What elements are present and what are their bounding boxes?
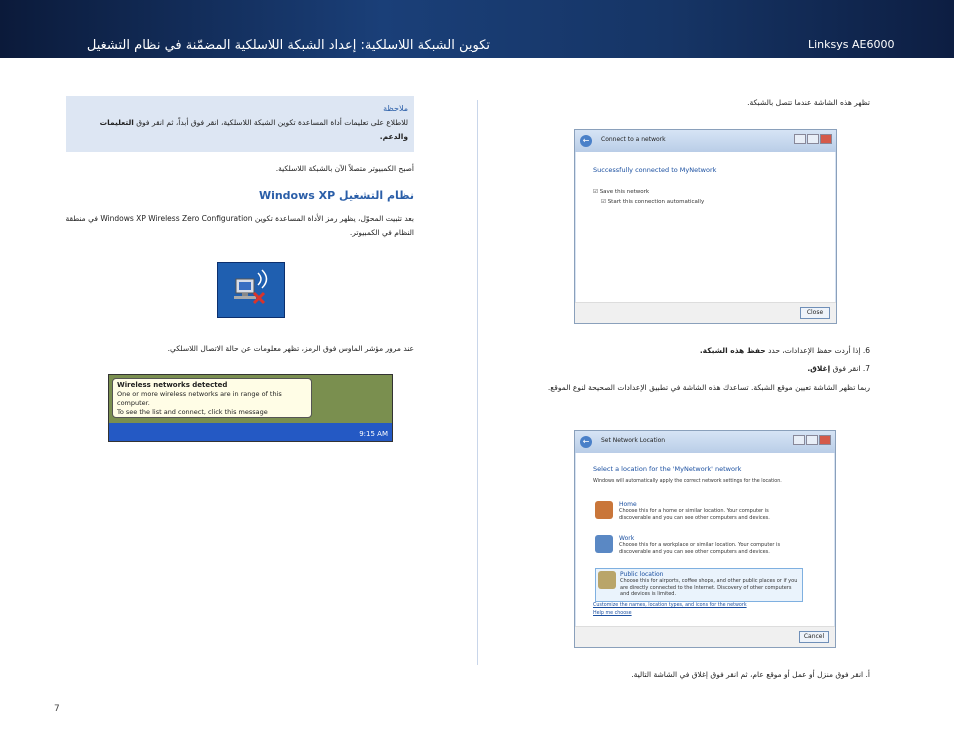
minimize-icon[interactable] <box>793 435 805 445</box>
hover-text: عند مرور مؤشر الماوس فوق الرمز، تظهر معلومات عن حالة الاتصال اللاسلكي. <box>167 344 414 353</box>
dialog-title: Connect to a network <box>601 136 666 143</box>
dialog2-titlebar <box>575 431 835 453</box>
note-body <box>70 116 408 144</box>
step7-text: انقر فوق <box>832 364 861 373</box>
tray-balloon-screenshot <box>108 374 393 442</box>
window-controls <box>793 134 832 146</box>
location-public[interactable] <box>595 568 803 602</box>
back-arrow-icon[interactable]: ← <box>580 135 592 147</box>
wireless-zero-config-icon[interactable] <box>217 262 285 318</box>
location-paragraph: ربما تظهر الشاشة تعيين موقع الشبكة. تساعدك هذه الشاشة في تطبيق الإعدادات الصحيحة لنوع الموقع. <box>547 383 870 392</box>
note-body-bold: التعليمات والدعم. <box>99 118 408 141</box>
bench-icon <box>598 571 616 589</box>
save-network-checkbox[interactable]: ☑ Save this network <box>593 189 650 195</box>
intro-text: تظهر هذه الشاشة عندما تتصل بالشبكة. <box>747 98 870 107</box>
minimize-icon[interactable] <box>794 134 806 144</box>
home-desc: Choose this for a home or similar location. Your computer is discoverable and you can see other computers and devices. <box>619 508 770 521</box>
balloon-line1: One or more wireless networks are in range of this computer. <box>117 390 282 407</box>
dialog-footer <box>575 302 836 323</box>
maximize-icon[interactable] <box>807 134 819 144</box>
dialog-heading: Successfully connected to MyNetwork <box>593 166 717 174</box>
dialog2-title: Set Network Location <box>601 437 666 444</box>
wireless-detected-balloon[interactable] <box>112 378 312 418</box>
note-body-text: للاطلاع على تعليمات أداة المساعدة تكوين الشبكة اللاسلكية، انقر فوق أبداً، ثم انقر فوق <box>136 118 408 127</box>
step6-number: 6. <box>862 346 870 355</box>
check2-label: Start this connection automatically <box>607 199 705 205</box>
connect-network-dialog <box>574 129 837 324</box>
step7-number: 7. <box>862 364 870 373</box>
product-name: Linksys AE6000 <box>808 38 895 51</box>
connected-text: أصبح الكمبيوتر متصلاً الآن بالشبكة اللاسلكية. <box>275 164 414 173</box>
window-controls <box>792 435 831 447</box>
column-divider <box>477 100 478 665</box>
close-icon[interactable] <box>819 435 831 445</box>
note-box <box>66 96 414 152</box>
step6-text: إذا أردت حفظ الإعدادات، حدد <box>768 346 861 355</box>
office-building-icon <box>595 535 613 553</box>
taskbar-clock: 9:15 AM <box>359 430 388 438</box>
step-7 <box>490 362 870 376</box>
page-number: 7 <box>54 704 60 714</box>
step-a-text: انقر فوق منزل أو عمل أو موقع عام، ثم انقر فوق إغلاق في الشاشة التالية. <box>631 670 864 679</box>
step-a-number: أ. <box>865 670 870 679</box>
header-title: تكوين الشبكة اللاسلكية: إعداد الشبكة اللاسلكية المضمّنة في نظام التشغيل <box>86 38 490 53</box>
dialog2-footer <box>575 626 835 647</box>
help-choose-link[interactable]: Help me choose <box>593 611 632 616</box>
dialog-titlebar <box>575 130 836 152</box>
balloon-title: Wireless networks detected <box>117 381 228 389</box>
close-icon[interactable] <box>820 134 832 144</box>
cancel-button[interactable]: Cancel <box>799 631 829 643</box>
set-network-location-dialog <box>574 430 836 648</box>
step-6 <box>490 344 870 358</box>
network-monitor-icon <box>218 263 284 317</box>
taskbar <box>109 423 392 441</box>
xp-paragraph: بعد تثبيت المحوّل، يظهر رمز الأداة المساعدة تكوين Windows XP Wireless Zero Configuration في منطقة النظام في الكمبيوتر. <box>65 214 414 237</box>
page-header <box>0 0 954 58</box>
check1-label: Save this network <box>599 189 650 195</box>
close-button[interactable]: Close <box>800 307 830 319</box>
house-icon <box>595 501 613 519</box>
auto-start-checkbox[interactable]: ☑ Start this connection automatically <box>601 199 705 205</box>
step-a <box>490 668 870 682</box>
balloon-line2: To see the list and connect, click this message <box>117 408 268 416</box>
work-name: Work <box>619 535 635 542</box>
public-desc: Choose this for airports, coffee shops, and other public places or if you are directly connected to the Internet. Discovery of other computers and devices is limited. <box>620 578 798 597</box>
dialog2-heading: Select a location for the 'MyNetwork' network <box>593 465 742 473</box>
customize-link[interactable]: Customize the names, location types, and icons for the network <box>593 603 747 608</box>
home-name: Home <box>619 501 637 508</box>
step7-bold: إغلاق. <box>807 364 831 373</box>
public-name: Public location <box>620 571 664 578</box>
dialog2-subtext: Windows will automatically apply the correct network settings for the location. <box>593 479 782 484</box>
note-title: ملاحظة <box>383 104 408 113</box>
back-arrow-icon[interactable]: ← <box>580 436 592 448</box>
work-desc: Choose this for a workplace or similar location. Your computer is discoverable and you can see other computers and devices. <box>619 542 781 555</box>
maximize-icon[interactable] <box>806 435 818 445</box>
step6-bold: حفظ هذه الشبكة. <box>699 346 766 355</box>
xp-heading: نظام التشغيل Windows XP <box>258 189 414 202</box>
